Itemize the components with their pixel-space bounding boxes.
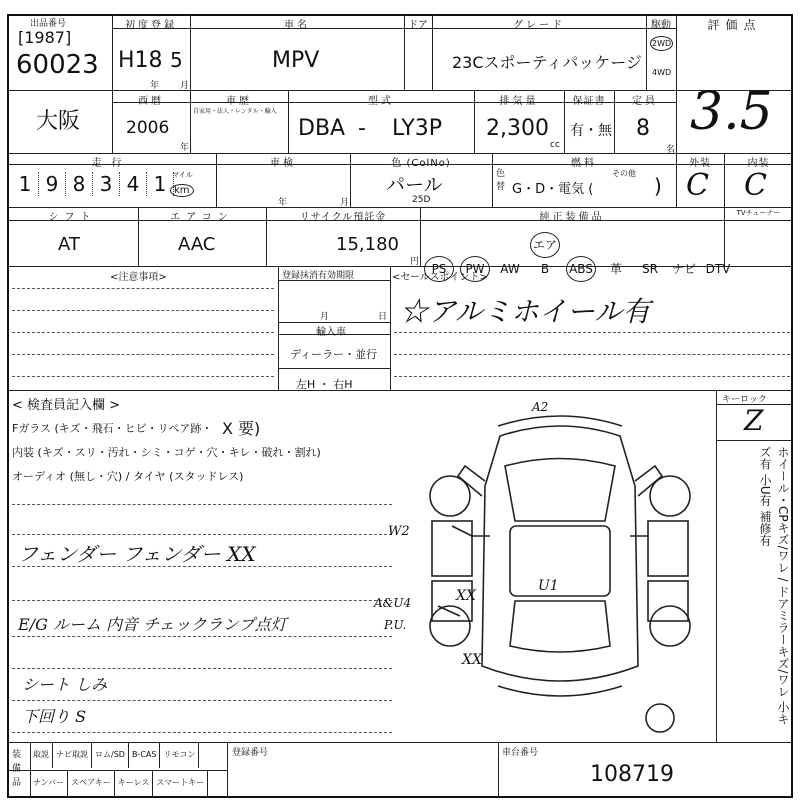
grade-name: 23Cスポーティパッケージ [452,53,642,72]
capacity-unit: 名 [666,145,676,155]
warranty: 有・無 [570,123,612,139]
equipment-item: PS [424,256,454,282]
model-label: 車名 [284,20,310,31]
mark-u1: U1 [538,578,559,594]
odometer-digit: 3 [93,172,120,196]
accessory-item: スペアキー [68,770,115,796]
drive-4wd: 4WD [652,68,672,77]
inspector-title: < 検査員記入欄 > [12,398,121,413]
history-label: 車歴 [226,96,252,107]
accessory-item: リモコン [160,742,199,768]
reg-expiry-day: 日 [378,312,388,322]
keylock-label: キーロック [722,395,767,405]
history-options: 自家用・法人・レンタル・輸入 [193,108,277,115]
equipment-item: 革 [609,262,622,276]
aircon-label: エアコン [170,212,234,223]
color-change: 色替 [496,169,506,192]
equipment-item: ABS [566,256,596,282]
import-label: 輸入車 [316,327,346,338]
keylock-value: Z [744,404,764,437]
equipment-item: ナビ [671,262,696,276]
equipment-item: DTV [705,262,731,276]
type-prefix: DBA [298,116,346,141]
color: パール [386,174,443,196]
western-year: 2006 [126,118,170,138]
tv-tuner-label: TVチューナー [736,209,781,217]
western-year-unit: 年 [180,143,190,153]
accessory-item: B-CAS [129,742,161,768]
note-fender: フェンダー フェンダー XX [18,542,256,566]
interior-label: 内装 [747,158,770,169]
shift-label: シフト [48,212,97,223]
sales-point: ☆アルミホイール有 [400,295,651,328]
wheel-mirror-note: ホイール・CPキズ/ワレ / ドアミラーキズ/ワレ 小キズ有 小U有 補修有 [758,446,790,726]
first-reg-month: 5 [170,48,183,72]
steering-side: 左H ・ 右H [296,378,353,391]
color-number: 25D [412,195,431,205]
month-unit: 月 [180,81,190,91]
odometer-digit: 1 [12,172,39,196]
exterior-grade: C [686,168,709,203]
cc-unit: cc [550,140,560,150]
inspection-year-unit: 年 [278,198,288,208]
inspection-label: 車検 [270,158,296,169]
odometer-digit: 4 [120,172,147,196]
odometer-digit: 1 [147,172,174,196]
mark-xx-door: XX [456,588,476,604]
type-dash: - [358,116,366,141]
recycle-label: リサイクル預託金 [299,212,387,223]
first-reg-label: 初度登録 [125,20,177,31]
entry-no-label: 出品番号 [30,19,67,29]
color-label: 色 (ColNo) [391,158,451,169]
odometer-digit: 9 [39,172,66,196]
type-label: 型式 [368,96,394,107]
displacement: 2,300 [486,116,549,141]
location: 大阪 [36,109,81,134]
chassis-number: 108719 [590,762,674,787]
fuel-close: ) [654,174,662,198]
accessory-item: スマートキー [153,770,208,796]
aircon: AAC [178,234,216,255]
car-damage-diagram [410,396,710,736]
mark-xx-rear: XX [462,652,482,668]
door-label: ドア [408,20,428,31]
inspection-month-unit: 月 [340,198,350,208]
recycle-fee: 15,180 [336,234,399,255]
reg-number-label: 登録番号 [232,748,269,758]
equipment-label: 純正装備品 [539,212,605,223]
drive-2wd: 2WD [650,36,673,51]
windshield-line: Fガラス (キズ・飛石・ヒビ・リペア跡・ [12,422,213,435]
western-year-label: 西暦 [138,96,164,107]
interior-line: 内装 (キズ・スリ・汚れ・シミ・コゲ・穴・キレ・破れ・割れ) [12,446,321,459]
type-code: LY3P [392,116,443,141]
km-unit: km [170,184,194,197]
accessory-item: 取説 [30,742,53,768]
interior-grade: C [744,168,767,203]
mark-w2: W2 [388,524,410,539]
grade-label: グレード [513,20,565,31]
accessory-item: キーレス [115,770,154,796]
score-label: 評価点 [707,18,762,32]
note-seat: シート しみ [22,675,108,694]
fuel-label: 燃料 [571,158,597,169]
warranty-label: 保証書 [572,96,606,107]
year-unit: 年 [150,81,160,91]
reg-expiry-month: 月 [320,312,330,322]
entry-year: [1987] [18,28,72,47]
caution-label: <注意事項> [110,272,167,283]
chassis-label: 車台番号 [502,748,539,758]
accessories-row-1 [30,742,199,770]
mileage-label: 走行 [91,158,132,169]
dealer-parallel: ディーラー・並行 [290,348,378,361]
model-name: MPV [272,48,320,73]
capacity: 8 [636,116,650,141]
yen-unit: 円 [410,257,420,267]
sales-point-label: <セールスポイント> [392,272,488,283]
note-engine-room: E/G ルーム 内音 チェックランプ点灯 [18,615,287,634]
fuel-other: その他 [612,169,636,178]
odometer [12,172,174,196]
drive-label: 駆動 [651,20,671,31]
accessories-label: 装備品 [12,750,22,788]
note-underbody: 下回り S [22,707,87,726]
mark-pu: P.U. [384,618,407,632]
entry-number: 60023 [16,50,99,80]
equipment-item: AW [500,262,520,276]
mile-label: マイル [172,171,193,179]
fuel: G・D・電気 ( [512,182,594,197]
shift: AT [58,234,80,255]
exterior-label: 外装 [689,158,711,169]
odometer-digit: 8 [66,172,93,196]
displacement-label: 排気量 [499,96,539,107]
audio-tire-line: オーディオ (無し・穴) / タイヤ (スタッドレス) [12,470,244,483]
accessory-item: ナビ取説 [53,742,92,768]
first-reg-era: H18 [118,48,163,73]
reg-expiry-label: 登録抹消有効期限 [282,271,355,281]
accessory-item: ナンバー [30,770,68,796]
equipment-item: エアB [530,232,560,258]
mark-a2: A2 [532,400,549,414]
accessory-item: ロム/SD [92,742,129,768]
capacity-label: 定員 [632,96,658,107]
accessories-row-2 [30,770,208,796]
mark-a-u4: A&U4 [374,596,412,610]
equipment-item: PW [460,256,490,282]
windshield-mark: X 要) [222,419,261,438]
equipment-item: SR [642,262,658,276]
score-value: 3.5 [690,82,773,142]
